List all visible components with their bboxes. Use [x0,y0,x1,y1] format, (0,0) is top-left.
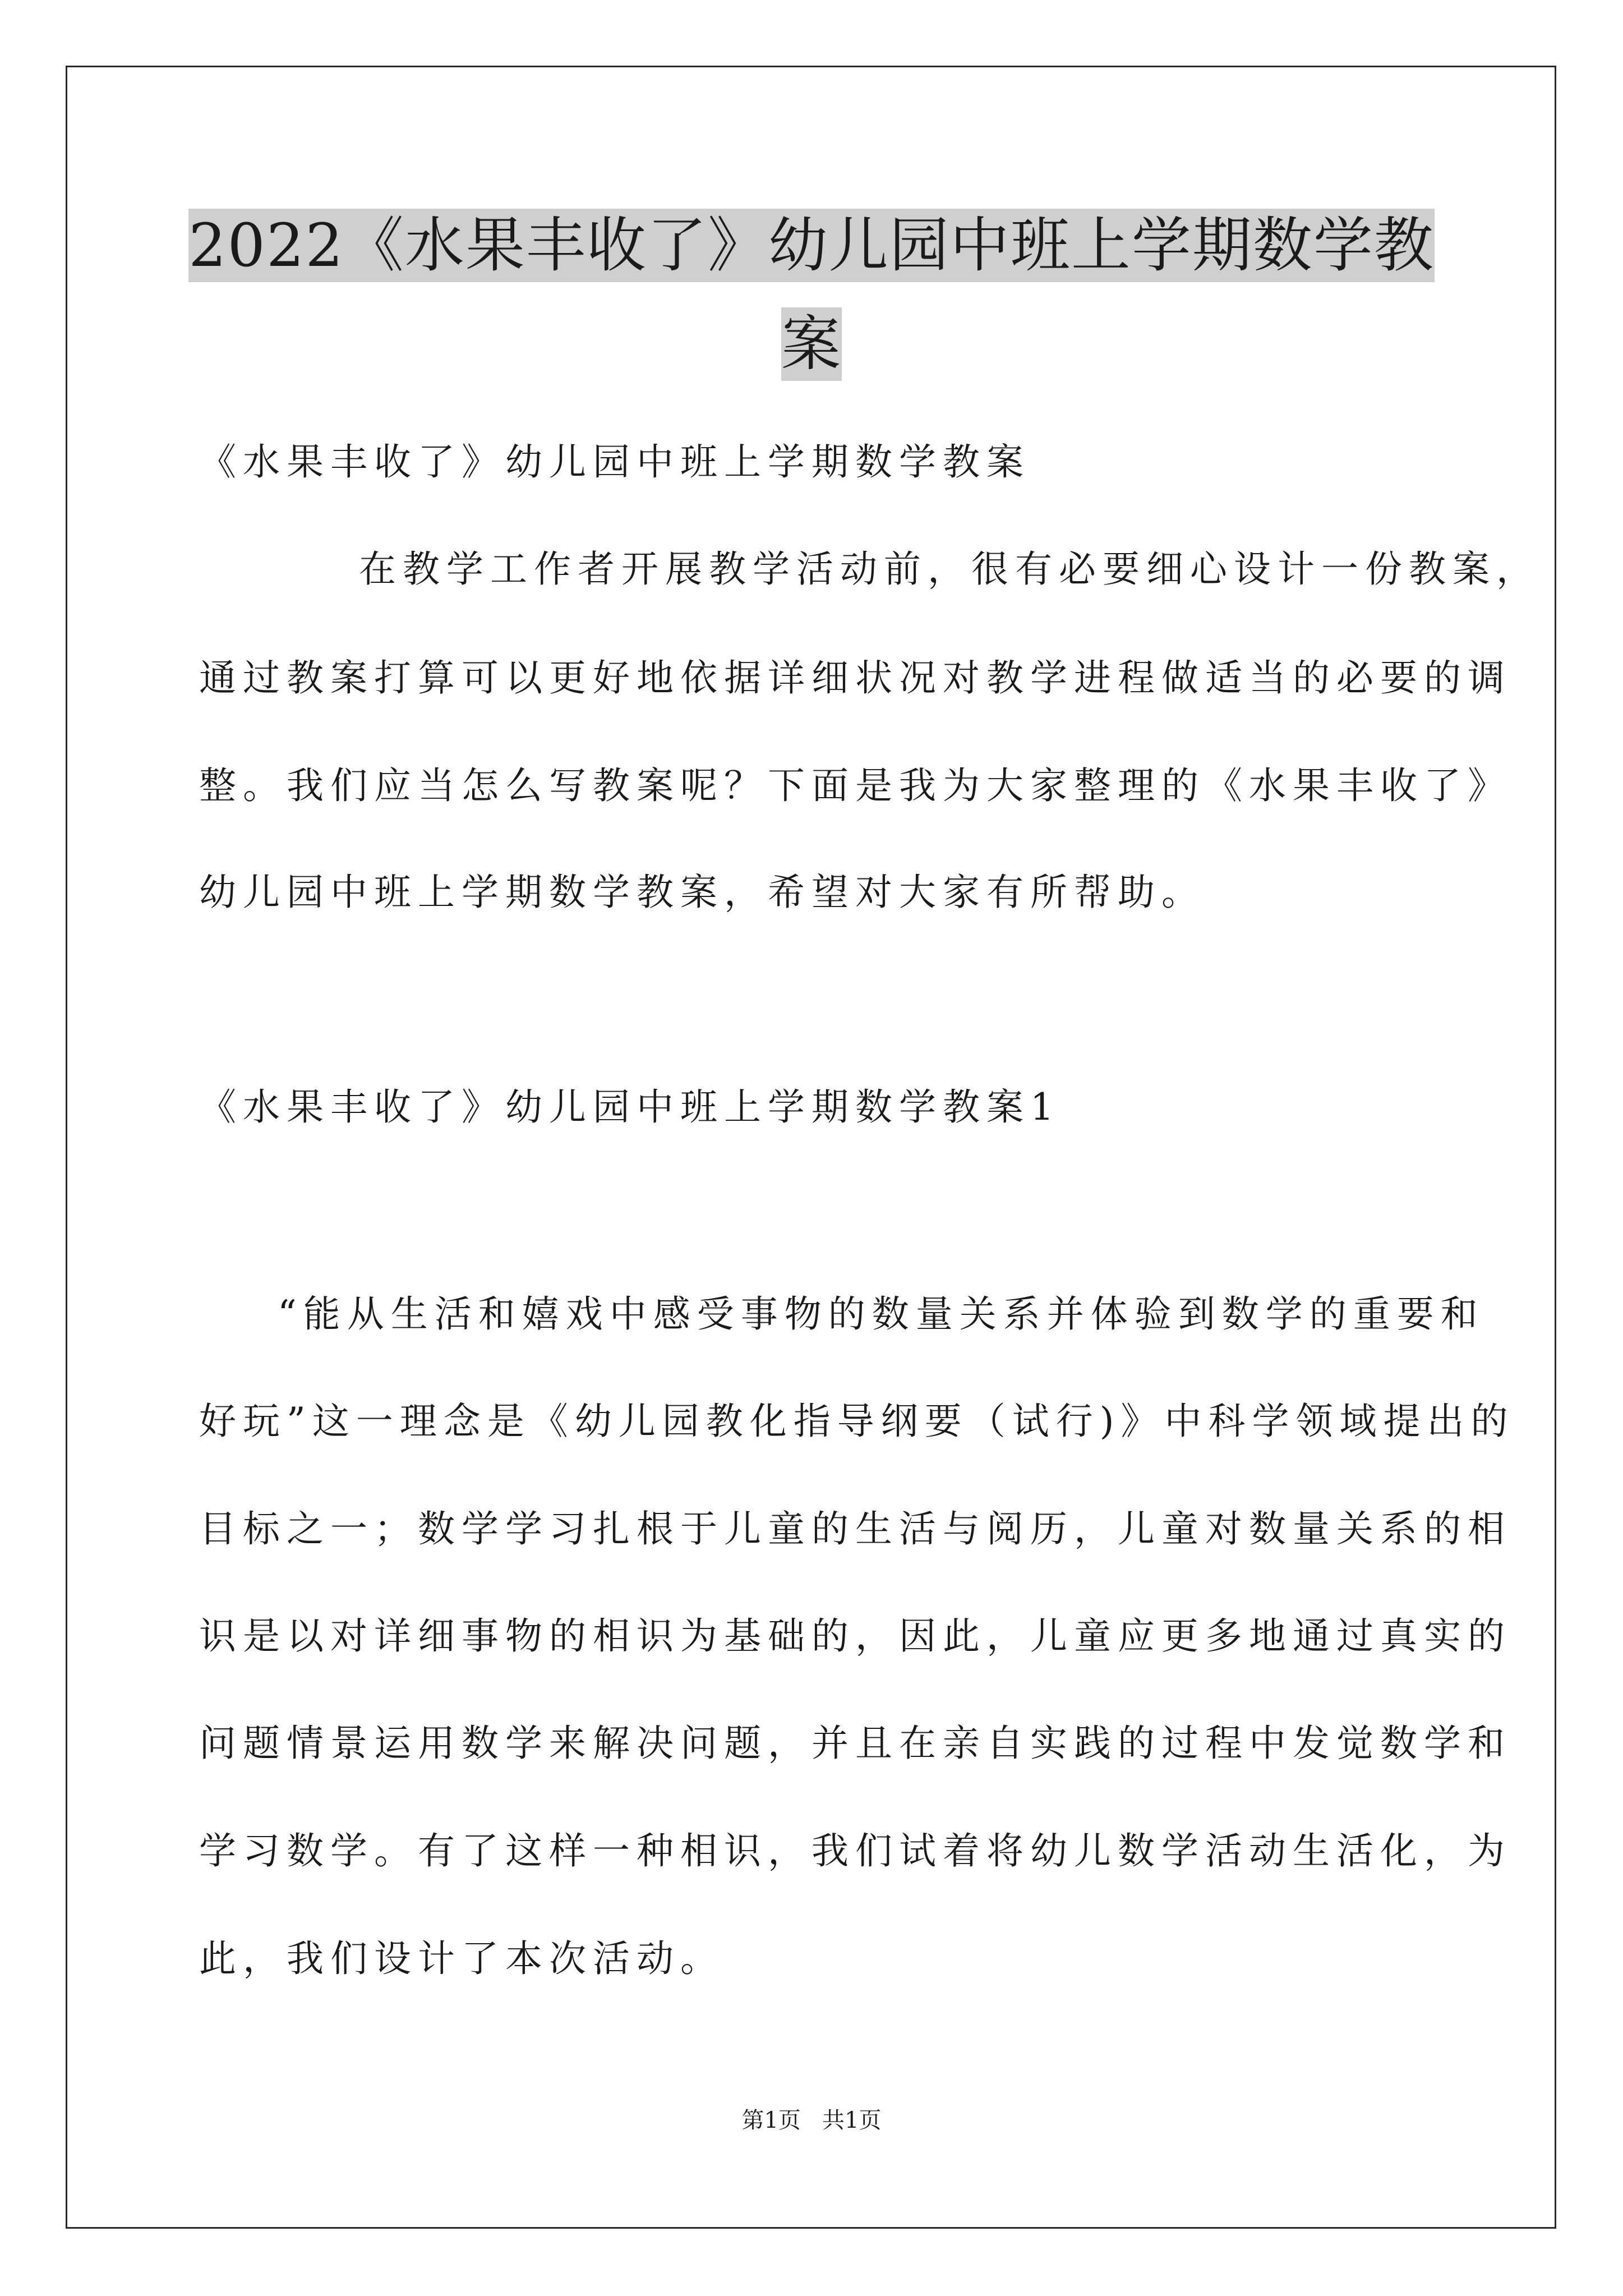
page-footer: 第1页 共1页 [741,2108,882,2133]
section-heading: 《水果丰收了》幼儿园中班上学期数学教案1 [199,1085,1061,1129]
body-line: 问题情景运用数学来解决问题，并且在亲自实践的过程中发觉数学和 [199,1722,1511,1765]
body-line: 识是以对详细事物的相识为基础的，因此，儿童应更多地通过真实的 [199,1614,1511,1658]
intro-line: 在教学工作者开展教学活动前，很有必要细心设计一份教案， [359,547,1540,591]
subtitle: 《水果丰收了》幼儿园中班上学期数学教案 [199,440,1030,484]
intro-line: 通过教案打算可以更好地依据详细状况对教学进程做适当的必要的调 [199,656,1511,700]
body-line: 学习数学。有了这样一种相识，我们试着将幼儿数学活动生活化，为 [199,1829,1511,1872]
intro-line: 整。我们应当怎么写教案呢？下面是我为大家整理的《水果丰收了》 [199,764,1511,807]
title-line-2: 案 [781,307,842,381]
body-line: “能从生活和嬉戏中感受事物的数量关系并体验到数学的重要和 [278,1292,1484,1336]
body-line: 此，我们设计了本次活动。 [199,1937,724,1980]
title-line-1: 2022《水果丰收了》幼儿园中班上学期数学教 [188,209,1435,282]
document-title [168,196,1455,394]
body-line: 目标之一；数学学习扎根于儿童的生活与阅历，儿童对数量关系的相 [199,1507,1511,1550]
intro-line: 幼儿园中班上学期数学教案，希望对大家有所帮助。 [199,871,1205,914]
body-line: 好玩”这一理念是《幼儿园教化指导纲要（试行)》中科学领域提出的 [199,1400,1515,1443]
